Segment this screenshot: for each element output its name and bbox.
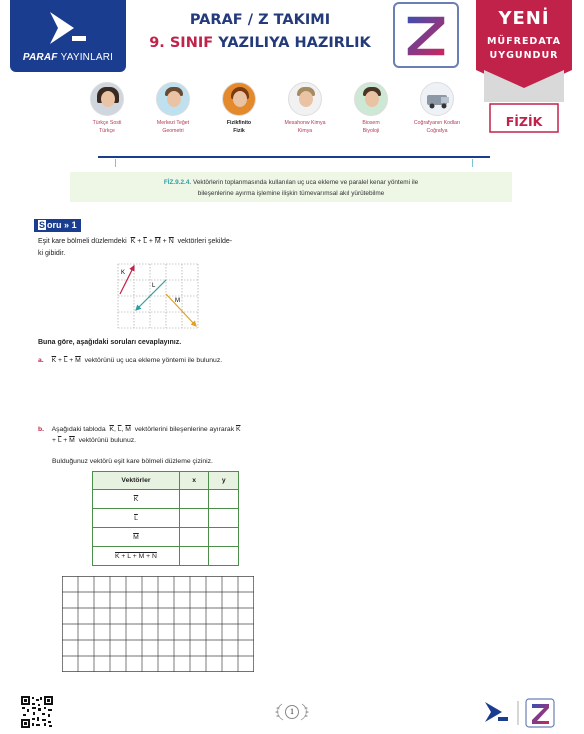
double-chevron-icon: » <box>64 220 70 230</box>
vector-l <box>136 280 166 310</box>
teacher-name: Biosem <box>362 120 380 126</box>
tag-first-letter: S <box>39 220 46 230</box>
table-cell-vector: K + L + M + N <box>93 547 180 566</box>
part-b-instruction: Bulduğunuz vektörü eşit kare bölmeli düzleme çiziniz. <box>52 458 213 465</box>
label-m: M <box>175 298 180 304</box>
table-row <box>93 490 239 509</box>
table-cell-y[interactable] <box>209 528 239 547</box>
outcome-line-2: bileşenlerine ayırma işlemine ilişkin tümevarımsal akıl yürütebilme <box>197 190 385 197</box>
ribbon-uygundur: UYGUNDUR <box>489 50 559 61</box>
table-cell-vector: $\overline{M}$ <box>93 528 180 547</box>
table-header-vectors: Vektörler <box>93 472 180 490</box>
paraf-arrow-icon <box>46 8 90 48</box>
teacher-item[interactable] <box>206 82 272 134</box>
z-team-logo <box>393 2 459 68</box>
avatar <box>420 82 454 116</box>
table-header-y: y <box>209 472 239 490</box>
teacher-subject: Geometri <box>162 128 184 134</box>
table-row <box>93 528 239 547</box>
footer-logos <box>482 697 566 729</box>
table-cell-vector: $\overline{K}$ <box>93 490 180 509</box>
vector-m <box>166 294 196 326</box>
curriculum-ribbon <box>476 0 572 140</box>
teacher-row <box>74 82 476 142</box>
avatar <box>288 82 322 116</box>
teacher-name: Coğrafyanın Kodları <box>413 120 461 126</box>
table-cell-x[interactable] <box>179 509 209 528</box>
table-row <box>93 509 239 528</box>
learning-outcome <box>70 172 512 202</box>
table-cell-x[interactable] <box>179 547 209 566</box>
outcome-line-1: Vektörlerin toplanmasında kullanılan uç uca ekleme ve paralel kenar yöntemi ile <box>192 179 419 186</box>
avatar <box>90 82 124 116</box>
ribbon-yeni: YENİ <box>498 8 550 29</box>
label-k: K <box>121 270 126 276</box>
table-cell-y[interactable] <box>209 509 239 528</box>
teacher-name: Mesahonw Kimya <box>284 120 326 126</box>
vector-table <box>92 471 239 566</box>
teacher-item[interactable] <box>140 82 206 134</box>
teacher-item[interactable] <box>404 82 470 134</box>
teacher-item[interactable] <box>338 82 404 134</box>
divider-tick <box>115 159 116 167</box>
teacher-name: Fizikfinito <box>226 120 252 126</box>
footer-paraf-icon <box>485 702 508 722</box>
vector-figure <box>117 263 199 329</box>
table-row <box>93 547 239 566</box>
subject-label: FİZİK <box>505 114 543 129</box>
page-number-value: 1 <box>285 705 299 719</box>
question-number: 1 <box>71 220 77 230</box>
part-b: b. Aşağıdaki tabloda $\overline{K}$, $\overline{L}$, $\overline{M}$ vektörlerini bileşenlerine ayırarak $\overline{K}$ + $\overline{L} + \overline{M}$ vektörünü bulunuz. <box>38 426 241 444</box>
table-header-x: x <box>179 472 209 490</box>
z-logo-icon <box>395 4 457 66</box>
header-divider <box>98 156 490 158</box>
question-intro: Eşit kare bölmeli düzlemdeki $\overline{K} + \overline{L} + \overline{M} + \overline{N}$ vektörleri şekilde- ki gibidir. <box>38 238 233 257</box>
qr-code[interactable] <box>20 695 54 729</box>
avatar <box>222 82 256 116</box>
avatar <box>354 82 388 116</box>
question-prompt: Buna göre, aşağıdaki soruları cevaplayınız. <box>38 339 182 346</box>
title-line-2: 9. SINIF YAZILIYA HAZIRLIK <box>149 35 371 51</box>
teacher-name: Merkezi Teğet <box>156 120 190 126</box>
part-a-label: a. <box>38 357 44 364</box>
question-tag <box>34 215 81 228</box>
table-header-row <box>93 472 239 490</box>
page-title <box>135 12 385 51</box>
table-cell-x[interactable] <box>179 490 209 509</box>
table-cell-vector: $\overline{L}$ <box>93 509 180 528</box>
publisher-name: PARAF YAYINLARI <box>22 52 114 63</box>
divider-tick <box>472 159 473 167</box>
outcome-code: FİZ.9.2.4. <box>163 179 192 186</box>
teacher-item[interactable] <box>74 82 140 134</box>
table-cell-y[interactable] <box>209 547 239 566</box>
teacher-subject: Türkçe <box>99 128 115 134</box>
teacher-subject: Coğrafya <box>426 128 448 134</box>
teacher-subject: Kimya <box>297 128 313 134</box>
page-number <box>272 701 312 723</box>
answer-grid[interactable] <box>62 576 254 672</box>
teacher-subject: Fizik <box>233 128 245 134</box>
teacher-item[interactable] <box>272 82 338 134</box>
teacher-subject: Biyoloji <box>362 128 380 134</box>
tag-rest: oru <box>47 220 62 230</box>
van-icon <box>421 83 454 116</box>
title-line-1: PARAF / Z TAKIMI <box>189 12 331 28</box>
label-l: L <box>152 283 156 289</box>
teacher-name: Türkçe Sosti <box>92 120 122 126</box>
publisher-logo <box>10 0 126 72</box>
part-a: a. $\overline{K} + \overline{L} + \overline{M}$ vektörünü uç uca ekleme yöntemi ile bulunuz. <box>38 357 223 364</box>
ribbon-mufredata: MÜFREDATA <box>486 36 562 47</box>
part-b-label: b. <box>38 426 45 433</box>
avatar <box>156 82 190 116</box>
footer-z-icon <box>526 699 554 727</box>
table-cell-y[interactable] <box>209 490 239 509</box>
table-cell-x[interactable] <box>179 528 209 547</box>
